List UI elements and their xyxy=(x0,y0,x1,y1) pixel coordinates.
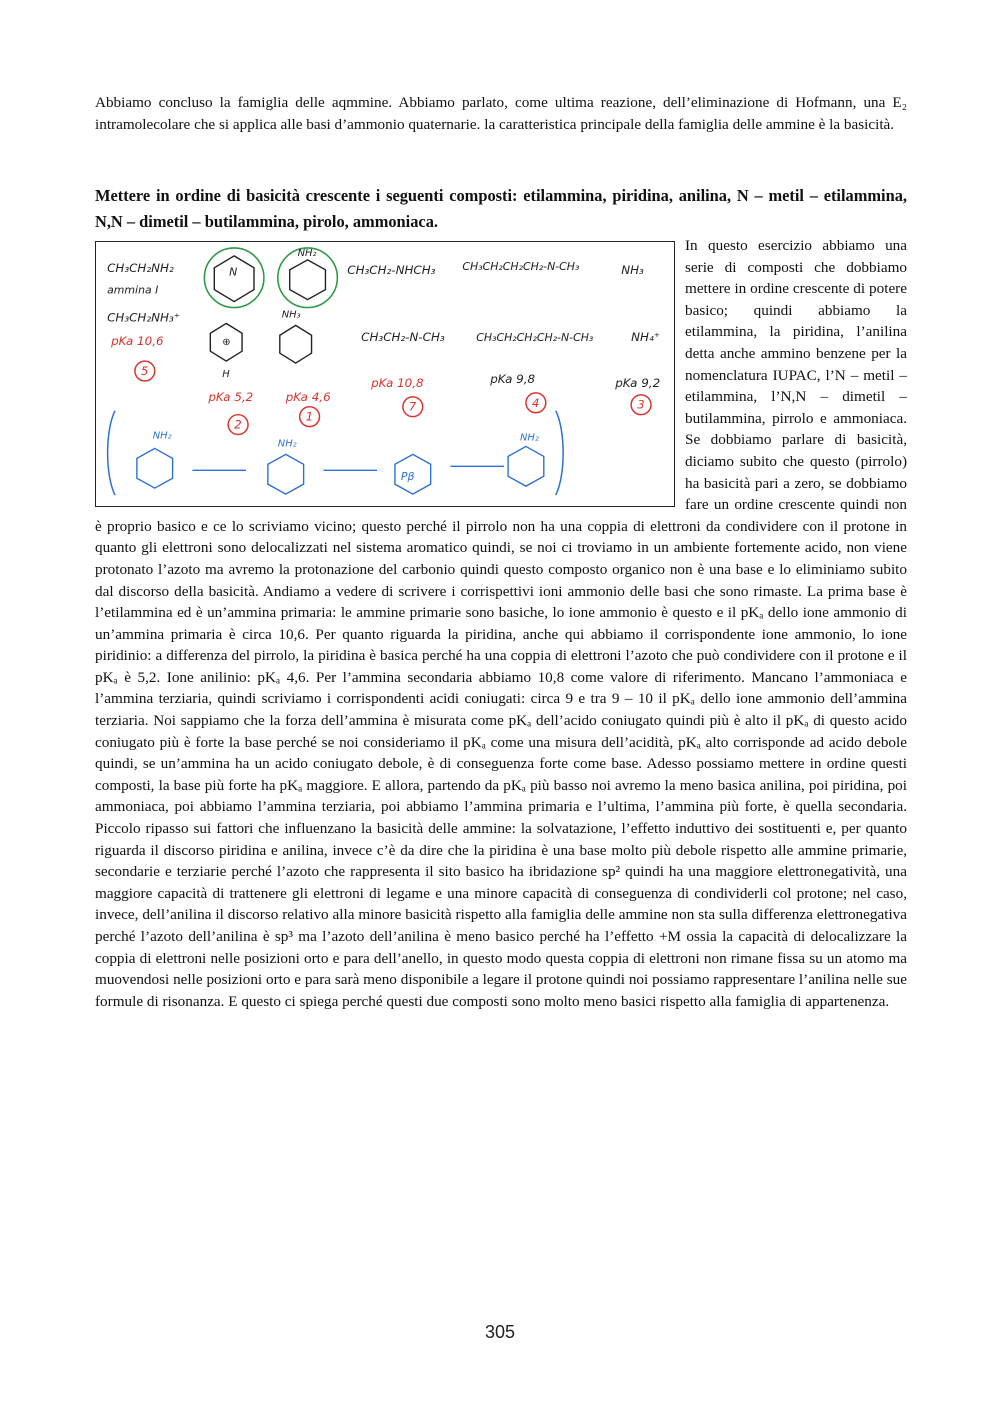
resonance-nh2-4: NH₂ xyxy=(519,432,539,444)
rank-aniline: 1 xyxy=(305,409,314,424)
pyridine-n-label: N xyxy=(229,265,238,279)
aniline-ring xyxy=(290,260,326,300)
handwritten-figure xyxy=(95,241,675,507)
rank-secondary: 7 xyxy=(408,399,417,414)
formula-ammonia: NH₃ xyxy=(621,262,644,277)
pka-tertiary: pKa 9,8 xyxy=(490,371,536,386)
figure-drawing xyxy=(96,242,674,506)
formula-secondary-ammonium: CH₃CH₂-N-CH₃ xyxy=(361,330,445,345)
resonance-ring-4 xyxy=(508,446,544,486)
intro-paragraph: Abbiamo concluso la famiglia delle aqmmine. Abbiamo parlato, come ultima reazione, dell’eliminazione di Hofmann, una E₂ intramolecolare che si applica alle basi d’ammonio quaternarie. la caratteristica principale della famiglia delle ammine è la basicità. xyxy=(95,94,907,133)
anilinium-nh3: NH₃ xyxy=(281,309,301,321)
resonance-ring-1 xyxy=(137,448,173,488)
pyridinium-plus: ⊕ xyxy=(222,337,231,349)
rank-tertiary: 4 xyxy=(531,395,540,410)
anilinium-ring xyxy=(280,325,312,363)
formula-ammonium: NH₄⁺ xyxy=(631,330,661,345)
aniline-nh2-label: NH₂ xyxy=(297,247,317,259)
formula-secondary-amine: CH₃CH₂-NHCH₃ xyxy=(347,262,436,277)
pka-secondary: pKa 10,8 xyxy=(371,375,424,390)
exercise-section xyxy=(95,183,907,1012)
rank-ammonia: 3 xyxy=(637,397,645,412)
page-number: 305 xyxy=(484,1322,516,1342)
note-amine-primary: ammina I xyxy=(107,283,159,297)
resonance-bracket-right xyxy=(556,411,563,495)
resonance-bracket-left xyxy=(108,411,115,495)
pka-aniline: pKa 4,6 xyxy=(285,389,331,404)
resonance-pyrrole-label: Pβ xyxy=(400,470,415,484)
formula-tertiary-ammonium: CH₃CH₂CH₂CH₂-N-CH₃ xyxy=(476,331,594,345)
exercise-body: In questo esercizio abbiamo una serie di composti che dobbiamo mettere in ordine crescente di potere basico; quindi abbiamo la etilammina, la piridina, l’anilina detta anche ammino benzene per la nomenclatura IUPAC, l’N – metil – etilammina, l’N,N – dimetil – butilammina, pirrolo e ammoniaca. Se dobbiamo parlare di basicità, diciamo subito che questo (pirrolo) ha basicità pari a zero, se dobbiamo fare un ordine crescente quindi non è proprio basico e ce lo scriviamo vicino; questo perché il pirrolo non ha una coppia di elettroni da condividere con il protone in quanto gli elettroni sono delocalizzati nel sistema aromatico quindi, se noi ci troviamo in un ambiente fortemente acido, non viene protonato l’azoto ma avremo la protonazione del carbonio quindi questo composto organico non è una base e lo eliminiamo subito dal discorso della basicità. Andiamo a vedere di scrivere i corrispettivi ioni ammonio delle basi che sono rimaste. La prima base è l’etilammina ed è un’ammina primaria: le ammine primarie sono basiche, lo ione ammonio è questo e il pKₐ dello ione ammonio di un’ammina primaria è circa 10,6. Per quanto riguarda la piridina, anche qui abbiamo il corrispondente ione ammonio, lo ione piridinio: a differenza del pirrolo, la piridina è basica perché ha una coppia di elettroni l’azoto che può condividere con il protone e il pKₐ è 5,2. Ione anilinio: pKₐ 4,6. Per l’ammina secondaria abbiamo 10,8 come valore di riferimento. Mancano l’ammoniaca e l’ammina terziaria, quindi scriviamo i corrispondenti acidi coniugati: circa 9 e tra 9 – 10 il pKₐ dello ione ammonio dell’ammina terziaria. Noi sappiamo che la forza dell’ammina è misurata come pKₐ dell’acido coniugato quindi più è alto il pKₐ di questo acido coniugato più è forte la base perché se noi consideriamo il pKₐ come una misura dell’acidità, pKₐ alto corrisponde ad acido debole quindi, se un’ammina ha un acido coniugato debole, è di conseguenza forte come base. Adesso possiamo mettere in ordine questi composti, la base più forte ha pKₐ maggiore. E allora, partendo da pKₐ più basso noi avremo la meno basica anilina, poi piridina, poi ammoniaca, poi abbiamo l’ammina terziaria, poi abbiamo l’ammina primaria e l’ultima, l’ammina più forte, è quella secondaria. Piccolo ripasso sui fattori che influenzano la basicità delle ammine: la solvatazione, l’effetto induttivo dei sostituenti e, per quanto riguarda il discorso piridina e anilina, invece c’è da dire che la piridina è una base molto più debole rispetto alle ammine primarie, secondarie e terziarie perché l’azoto che rappresenta il sito basico ha ibridazione sp² quindi ha una maggiore elettronegatività, una maggiore capacità di trattenere gli elettroni di legame e una minore capacità di conseguenza di condividerli col protone; nel caso, invece, dell’anilina il discorso relativo alla minore basicità rispetto alla famiglia delle ammine non sta sulla differenza elettronegativa perché l’azoto dell’anilina è sp³ ma l’azoto dell’anilina è meno basico perché ha l’effetto +M ossia la capacità di delocalizzare la coppia di elettroni nelle posizioni orto e para dell’anello, in questo modo questa coppia di elettroni non rimane fissa su un atomo ma muovendosi nelle posizioni orto e para sarà meno disponibile a legare il protone quindi noi possiamo rappresentare l’anilina nelle sue formule di risonanza. E questo ci spiega perché questi due composti sono molto meno basici rispetto alla famiglia di appartenenza. xyxy=(95,237,907,1010)
pka-ethylamine: pKa 10,6 xyxy=(111,334,164,349)
rank-ethylamine: 5 xyxy=(140,363,149,378)
formula-tertiary-amine: CH₃CH₂CH₂CH₂-N-CH₃ xyxy=(462,259,580,273)
pka-ammonia: pKa 9,2 xyxy=(615,375,661,390)
pyridinium-h: H xyxy=(222,368,230,380)
exercise-heading: Mettere in ordine di basicità crescente i seguenti composti: etilammina, piridina, anilina, N – metil – etilammina, N,N – dimetil – butilammina, pirolo, ammoniaca. xyxy=(95,186,907,231)
formula-ethylamine: CH₃CH₂NH₂ xyxy=(107,260,174,275)
pka-pyridine: pKa 5,2 xyxy=(208,389,254,404)
rank-pyridine: 2 xyxy=(234,417,242,432)
resonance-ring-2 xyxy=(268,454,304,494)
resonance-nh2-1: NH₂ xyxy=(152,430,172,442)
formula-ethylammonium: CH₃CH₂NH₃⁺ xyxy=(107,310,181,325)
resonance-nh2-2: NH₂ xyxy=(277,438,297,450)
